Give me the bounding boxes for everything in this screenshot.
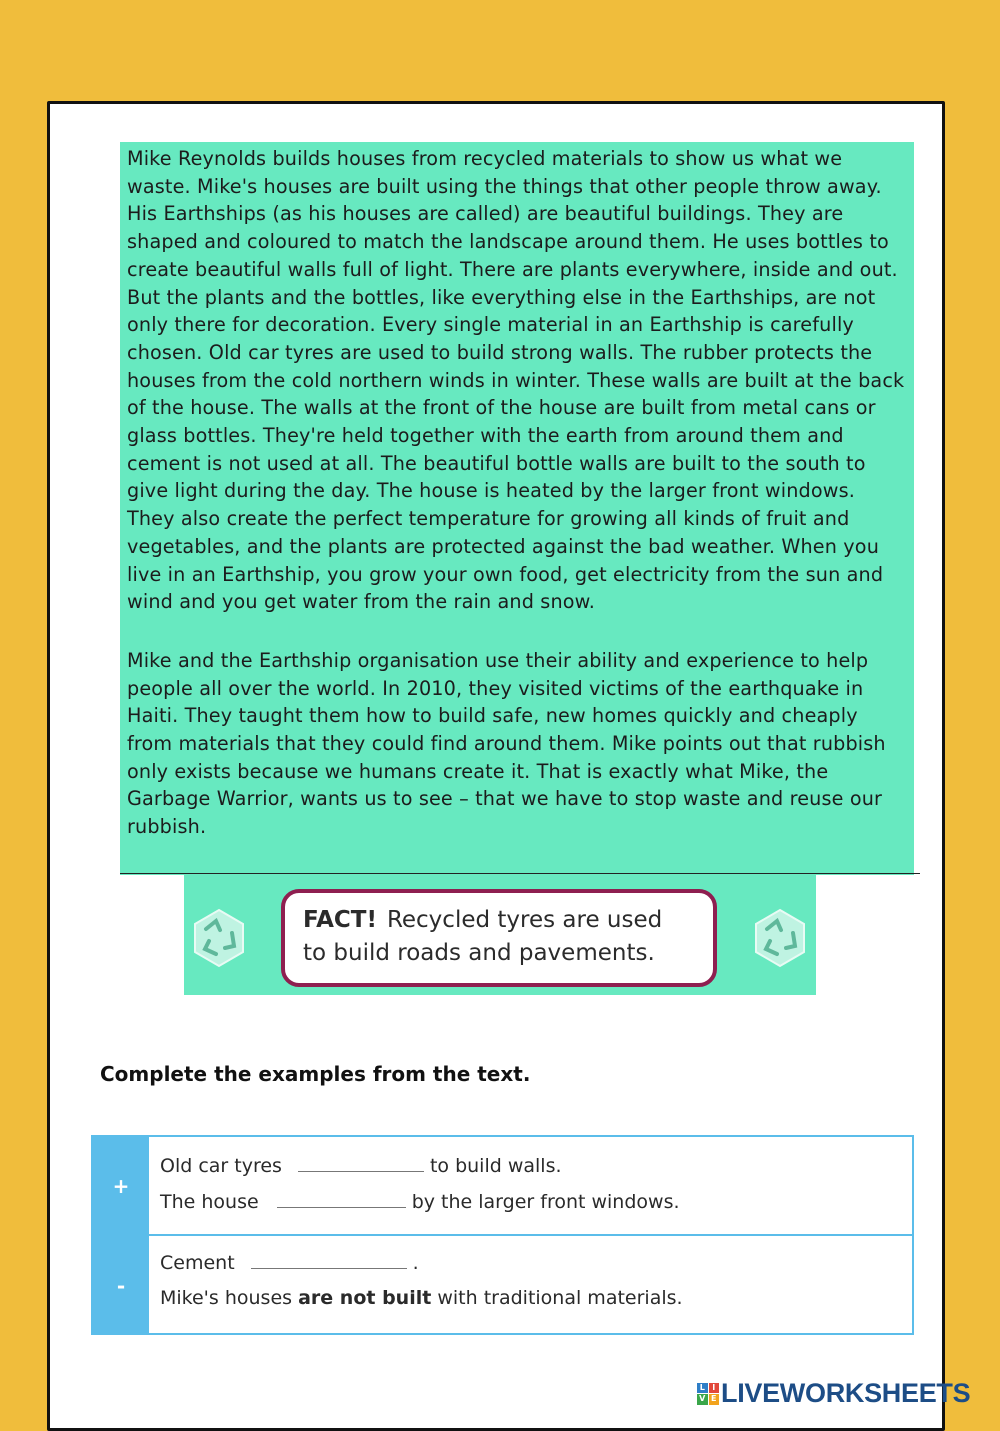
logo-text: LIVEWORKSHEETS <box>721 1378 971 1408</box>
negative-sign: - <box>93 1236 149 1335</box>
reading-paragraph-2: Mike and the Earthship organisation use their ability and experience to help people all over the world. In 2010, they visited victims of the earthquake in Haiti. They taught them how to build safe, new homes quickly and cheaply from materials that they could find around them. Mike points out that rubbish only exists because we humans create it. That is exactly what Mike, the Garbage Warrior, wants us to see – that we have to stop waste and reuse our rubbish. <box>127 648 886 839</box>
logo-letter: L <box>697 1383 708 1394</box>
logo-letter: I <box>709 1383 720 1394</box>
recycle-icon <box>747 905 813 971</box>
positive-sentence-1: Old car tyres to build walls. <box>160 1155 562 1177</box>
fact-callout <box>281 889 717 987</box>
grammar-table <box>91 1135 914 1335</box>
positive-row <box>93 1137 912 1234</box>
positive-sentence-2: The house by the larger front windows. <box>160 1191 680 1213</box>
logo-letter: V <box>697 1394 708 1405</box>
reading-paragraph-1: Mike Reynolds builds houses from recycled materials to show us what we waste. Mike's houses are built using the things that other people throw away. His Earthships (as his houses are called) are beautiful buildings. They are shaped and coloured to match the landscape around them. He uses bottles to create beautiful walls full of light. There are plants everywhere, inside and out. But the plants and the bottles, like everything else in the Earthships, are not only there for decoration. Every single material in an Earthship is carefully chosen. Old car tyres are used to build strong walls. The rubber protects the houses from the cold northern winds in winter. These walls are built at the back of the house. The walls at the front of the house are built from metal cans or glass bottles. They're held together with the earth from around them and cement is not used at all. The beautiful bottle walls are built to the south to give light during the day. The house is heated by the larger front windows. They also create the perfect temperature for growing all kinds of fruit and vegetables, and the plants are protected against the bad weather. When you live in an Earthship, you grow your own food, get electricity from the sun and wind and you get water from the rain and snow. <box>127 147 905 614</box>
positive-sign: + <box>93 1137 149 1234</box>
answer-blank-house[interactable] <box>277 1189 406 1208</box>
fact-line-2: to build roads and pavements. <box>303 940 655 966</box>
reading-bottom-rule <box>120 873 920 874</box>
fact-banner <box>184 875 816 995</box>
exercise-instruction: Complete the examples from the text. <box>100 1062 531 1086</box>
fact-label: FACT! <box>303 907 377 933</box>
negative-row <box>93 1234 912 1335</box>
recycle-icon <box>186 905 252 971</box>
negative-sentence-1: Cement . <box>160 1252 419 1274</box>
answer-blank-tyres[interactable] <box>298 1153 424 1172</box>
answer-blank-cement[interactable] <box>251 1250 407 1269</box>
negative-sentence-2: Mike's houses are not built with traditional materials. <box>160 1287 683 1309</box>
reading-text-box <box>120 142 914 875</box>
logo-letter: E <box>709 1394 720 1405</box>
fact-line-1: FACT! Recycled tyres are used <box>303 907 663 933</box>
liveworksheets-logo <box>697 1378 970 1409</box>
logo-mark <box>697 1383 719 1405</box>
